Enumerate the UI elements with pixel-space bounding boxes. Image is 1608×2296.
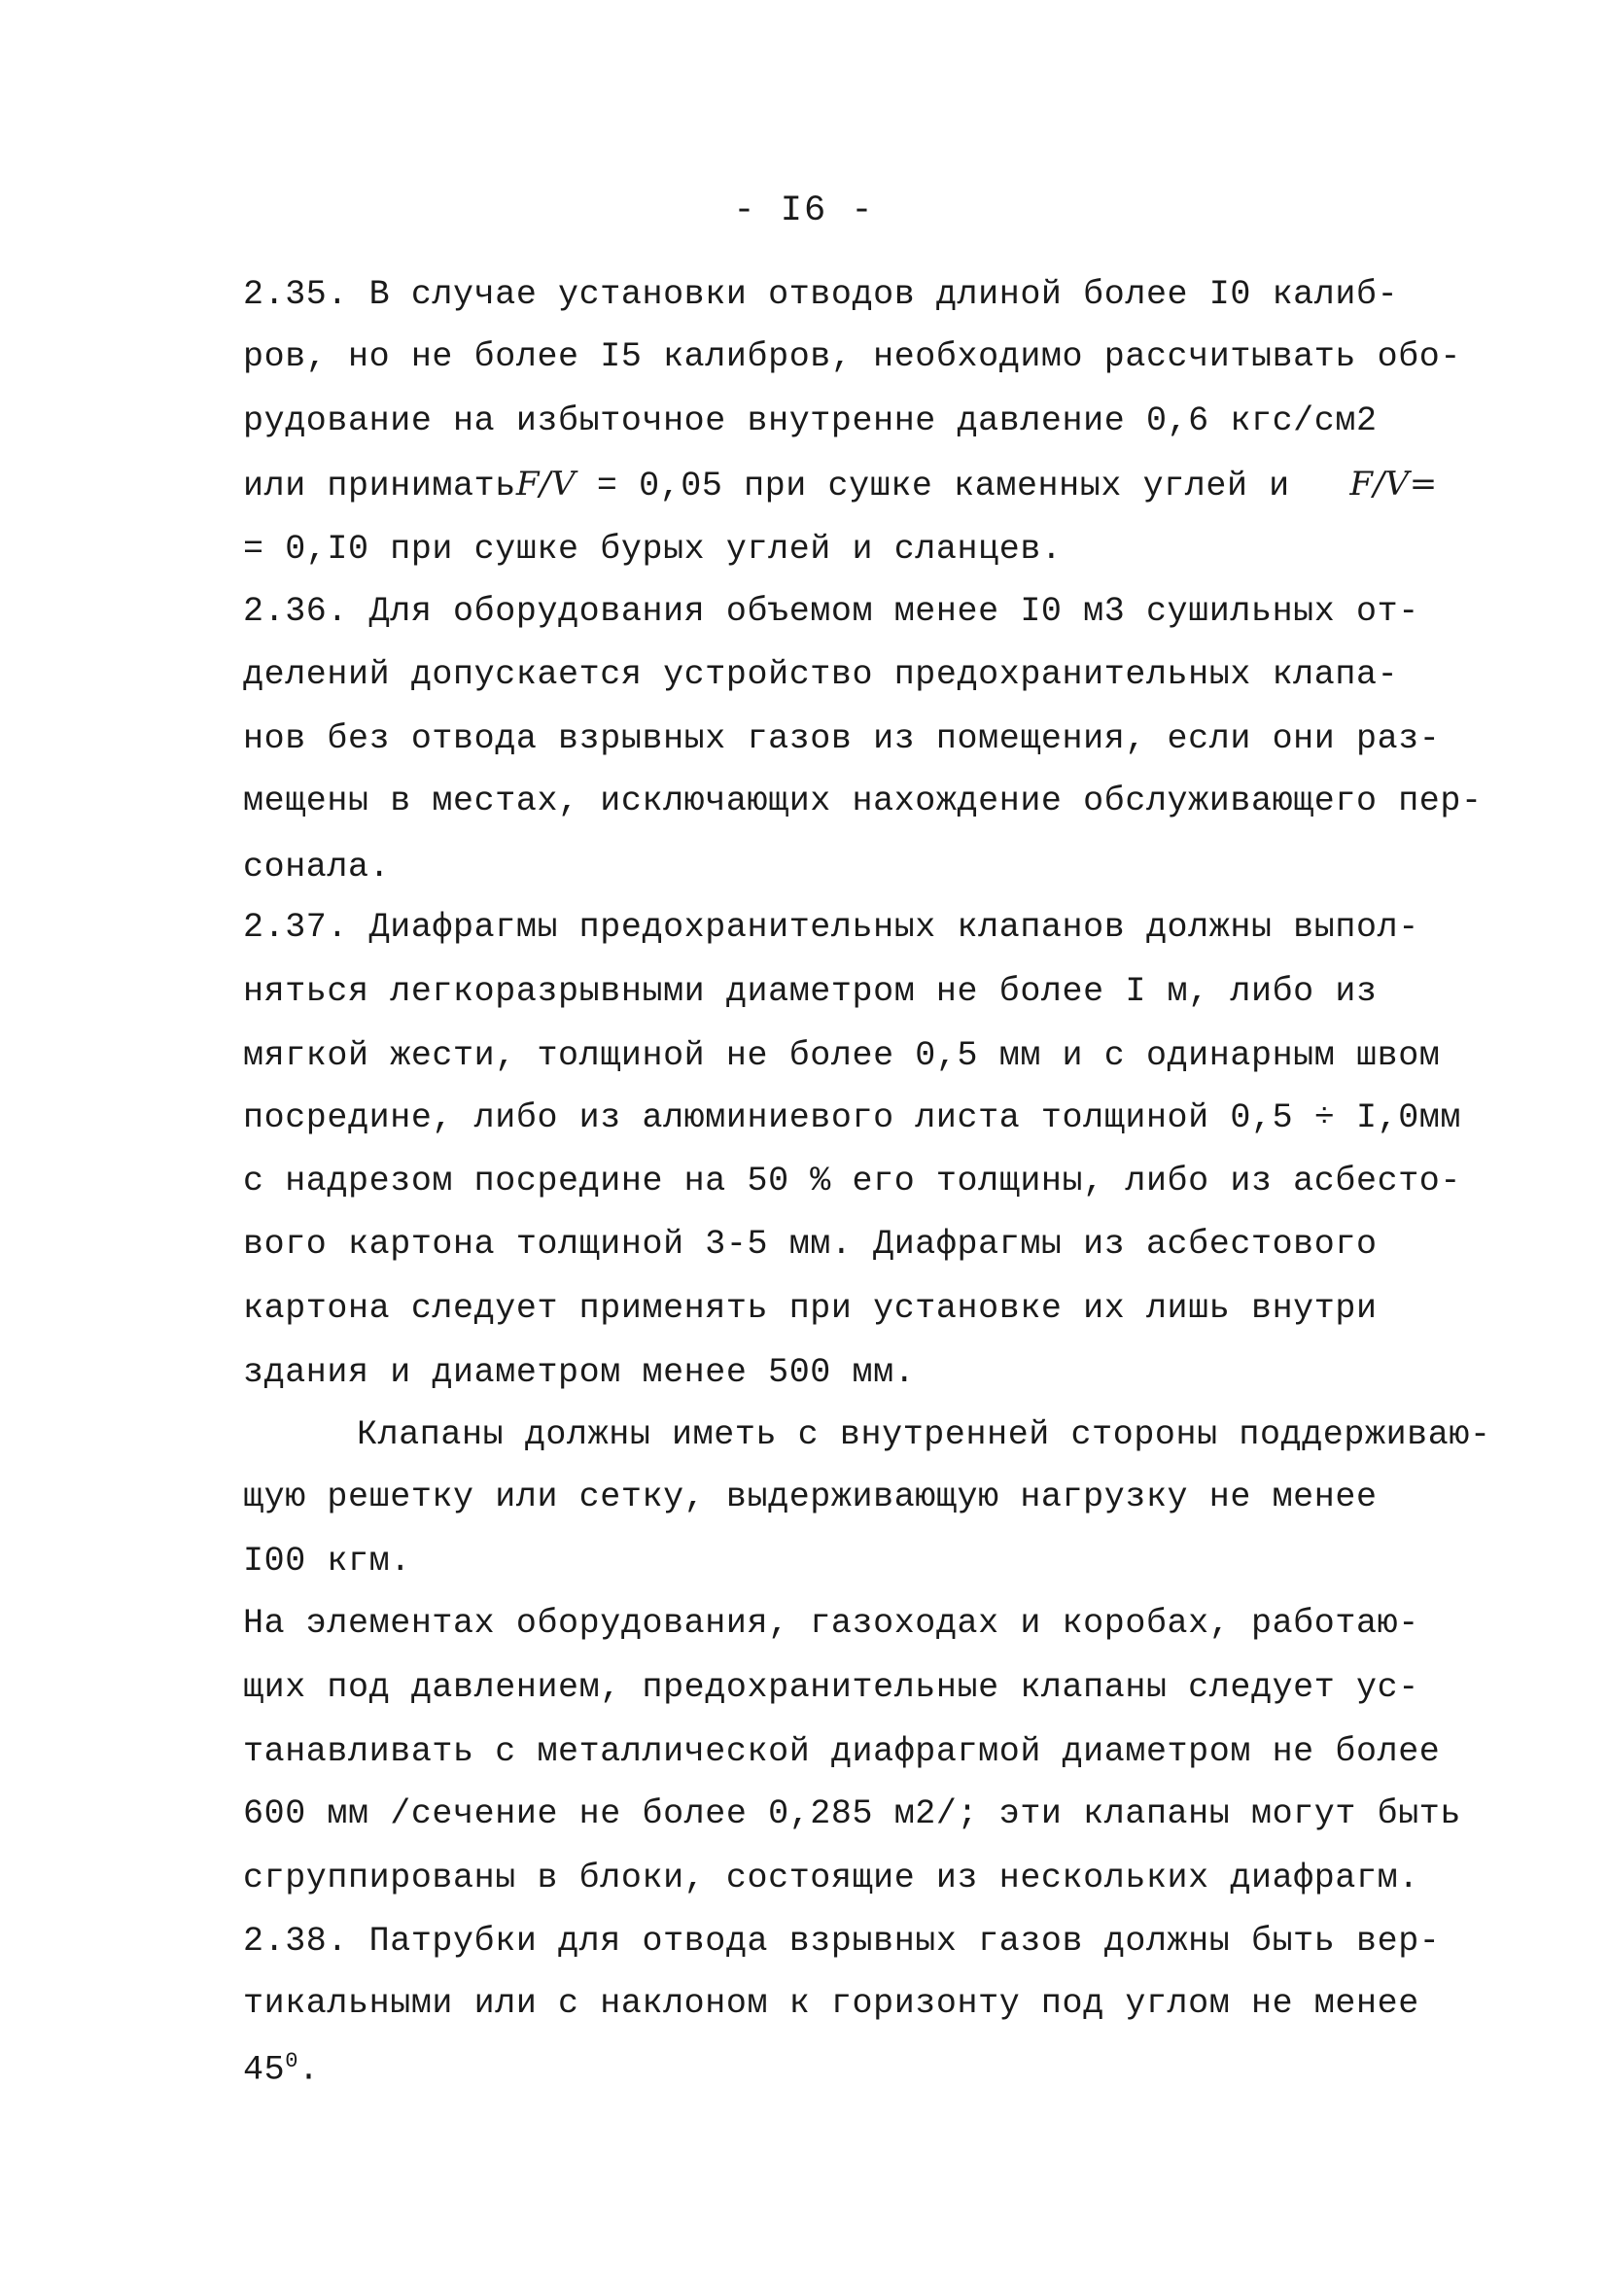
formula-f-over-v: F/V=: [1349, 465, 1438, 504]
text-line: делений допускается устройство предохранительных клапа-: [243, 655, 1399, 694]
text-line: Клапаны должны иметь с внутренней стороны поддерживаю-: [357, 1415, 1491, 1454]
text-line: щую решетку или сетку, выдерживающую нагрузку не менее: [243, 1478, 1378, 1516]
text-line: 2.35. В случае установки отводов длиной более I0 калиб-: [243, 275, 1399, 314]
degree-superscript: 0: [285, 2049, 299, 2073]
text-line: мягкой жести, толщиной не более 0,5 мм и с одинарным швом: [243, 1036, 1441, 1075]
text-segment: 45: [243, 2050, 286, 2090]
text-line: вого картона толщиной 3-5 мм. Диафрагмы из асбестового: [243, 1225, 1378, 1264]
text-line: нов без отвода взрывных газов из помещения, если они раз-: [243, 719, 1441, 758]
text-line: мещены в местах, исключающих нахождение обслуживающего пер-: [243, 782, 1483, 820]
text-line: рудование на избыточное внутренне давление 0,6 кгс/см2: [243, 401, 1378, 440]
text-line: сгруппированы в блоки, состоящие из нескольких диафрагм.: [243, 1859, 1419, 1897]
text-line-angle: [243, 2049, 320, 2090]
text-line: 2.38. Патрубки для отвода взрывных газов должны быть вер-: [243, 1922, 1441, 1961]
text-line: щих под давлением, предохранительные клапаны следует ус-: [243, 1668, 1419, 1707]
text-segment: .: [298, 2050, 320, 2090]
text-line: 2.37. Диафрагмы предохранительных клапанов должны выпол-: [243, 908, 1419, 947]
text-line: 2.36. Для оборудования объемом менее I0 м3 сушильных от-: [243, 592, 1419, 631]
text-line: танавливать с металлической диафрагмой диаметром не более: [243, 1732, 1441, 1771]
text-line: ров, но не более I5 калибров, необходимо рассчитывать обо-: [243, 337, 1461, 376]
text-line: На элементах оборудования, газоходах и коробах, работаю-: [243, 1604, 1419, 1643]
text-line: картона следует применять при установке их лишь внутри: [243, 1289, 1378, 1328]
text-line: сонала.: [243, 848, 391, 887]
text-line: I00 кгм.: [243, 1542, 411, 1581]
page-number: - I6 -: [733, 191, 875, 231]
text-line-with-formula: [243, 465, 1438, 505]
text-line: 600 мм /сечение не более 0,285 м2/; эти клапаны могут быть: [243, 1794, 1461, 1833]
text-line: с надрезом посредине на 50 % его толщины, либо из асбесто-: [243, 1162, 1461, 1200]
text-line: няться легкоразрывными диаметром не более I м, либо из: [243, 972, 1378, 1011]
text-line: здания и диаметром менее 500 мм.: [243, 1353, 916, 1392]
text-segment: = 0,05 при сушке каменных углей и: [596, 467, 1290, 505]
text-line: = 0,I0 при сушке бурых углей и сланцев.: [243, 530, 1063, 569]
formula-f-over-v: F/V: [515, 465, 577, 504]
text-segment: или принимать: [243, 467, 516, 505]
text-line: посредине, либо из алюминиевого листа толщиной 0,5 ÷ I,0мм: [243, 1098, 1461, 1137]
text-line: тикальными или с наклоном к горизонту под углом не менее: [243, 1984, 1419, 2023]
